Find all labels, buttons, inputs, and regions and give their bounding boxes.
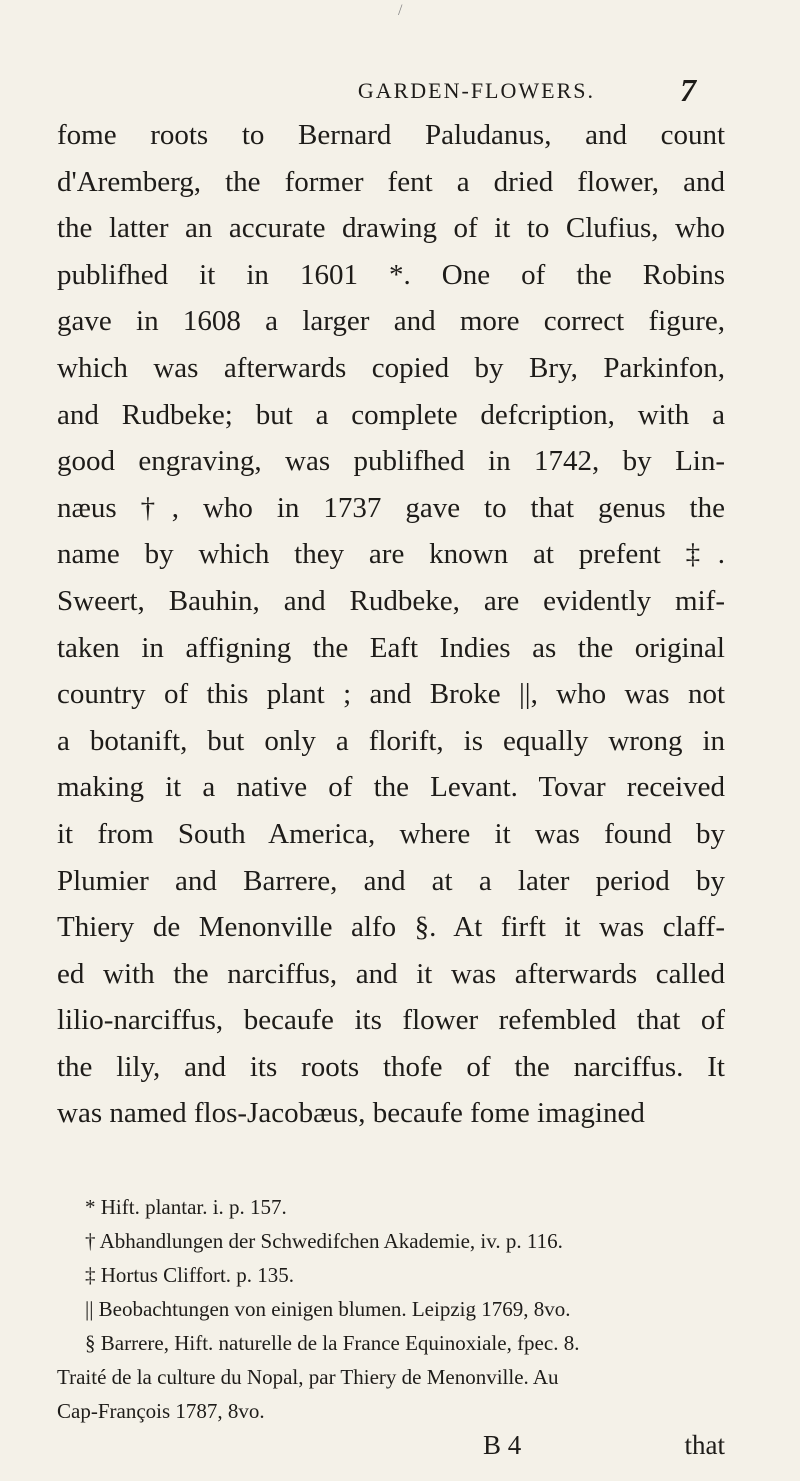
page-number: 7 [680,72,696,108]
body-line: it from South America, where it was found by [57,817,725,850]
body-line: taken in affigning the Eaft Indies as the original [57,631,725,664]
body-line: næus †, who in 1737 gave to that genus the [57,491,725,524]
body-line: ed with the narciffus, and it was afterwards called [57,957,725,990]
top-mark: / [398,2,403,19]
footnote: * Hift. plantar. i. p. 157. [85,1195,287,1219]
footnote: ‡ Hortus Cliffort. p. 135. [85,1263,295,1287]
body-line: a botanift, but only a florift, is equally wrong in [57,724,725,757]
body-line: good engraving, was publifhed in 1742, by Lin- [57,445,725,478]
footnote: || Beobachtungen von einigen blumen. Leipzig 1769, 8vo. [85,1297,571,1321]
body-text [57,112,725,1137]
body-line: fome roots to Bernard Paludanus, and count [57,119,725,151]
body-line: Sweert, Bauhin, and Rudbeke, are evidently mif- [57,584,725,617]
footnote: † Abhandlungen der Schwedifchen Akademie, iv. p. 116. [85,1229,563,1253]
footnote: § Barrere, Hift. naturelle de la France Equinoxiale, fpec. 8. [85,1331,580,1355]
footnote: Cap-François 1787, 8vo. [57,1399,265,1423]
running-header: GARDEN-FLOWERS. [357,78,595,103]
body-line: Thiery de Menonville alfo §. At firft it was claff- [57,911,725,944]
body-line: the lily, and its roots thofe of the narciffus. It [57,1050,725,1083]
body-line: which was afterwards copied by Bry, Parkinfon, [57,351,725,384]
page-foot [57,1428,725,1462]
body-line: publifhed it in 1601 *. One of the Robins [57,258,725,291]
body-line: Plumier and Barrere, and at a later period by [57,864,725,897]
body-line: gave in 1608 a larger and more correct figure, [57,305,725,338]
footnotes [57,1190,725,1462]
body-line: country of this plant ; and Broke ||, who was not [57,678,725,711]
body-line: d'Aremberg, the former fent a dried flower, and [57,165,725,198]
body-line: the latter an accurate drawing of it to Clufius, who [57,212,725,245]
footnote: Traité de la culture du Nopal, par Thiery de Menonville. Au [57,1365,559,1389]
body-line: making it a native of the Levant. Tovar received [57,771,725,804]
signature-mark: B 4 [483,1430,522,1460]
body-line: lilio-narciffus, becaufe its flower refembled that of [57,1004,725,1037]
body-line: name by which they are known at prefent ‡. [57,538,725,571]
body-line: and Rudbeke; but a complete defcription, with a [57,398,725,431]
catchword: that [684,1430,725,1460]
body-line: was named flos-Jacobæus, becaufe fome imagined [57,1097,645,1130]
